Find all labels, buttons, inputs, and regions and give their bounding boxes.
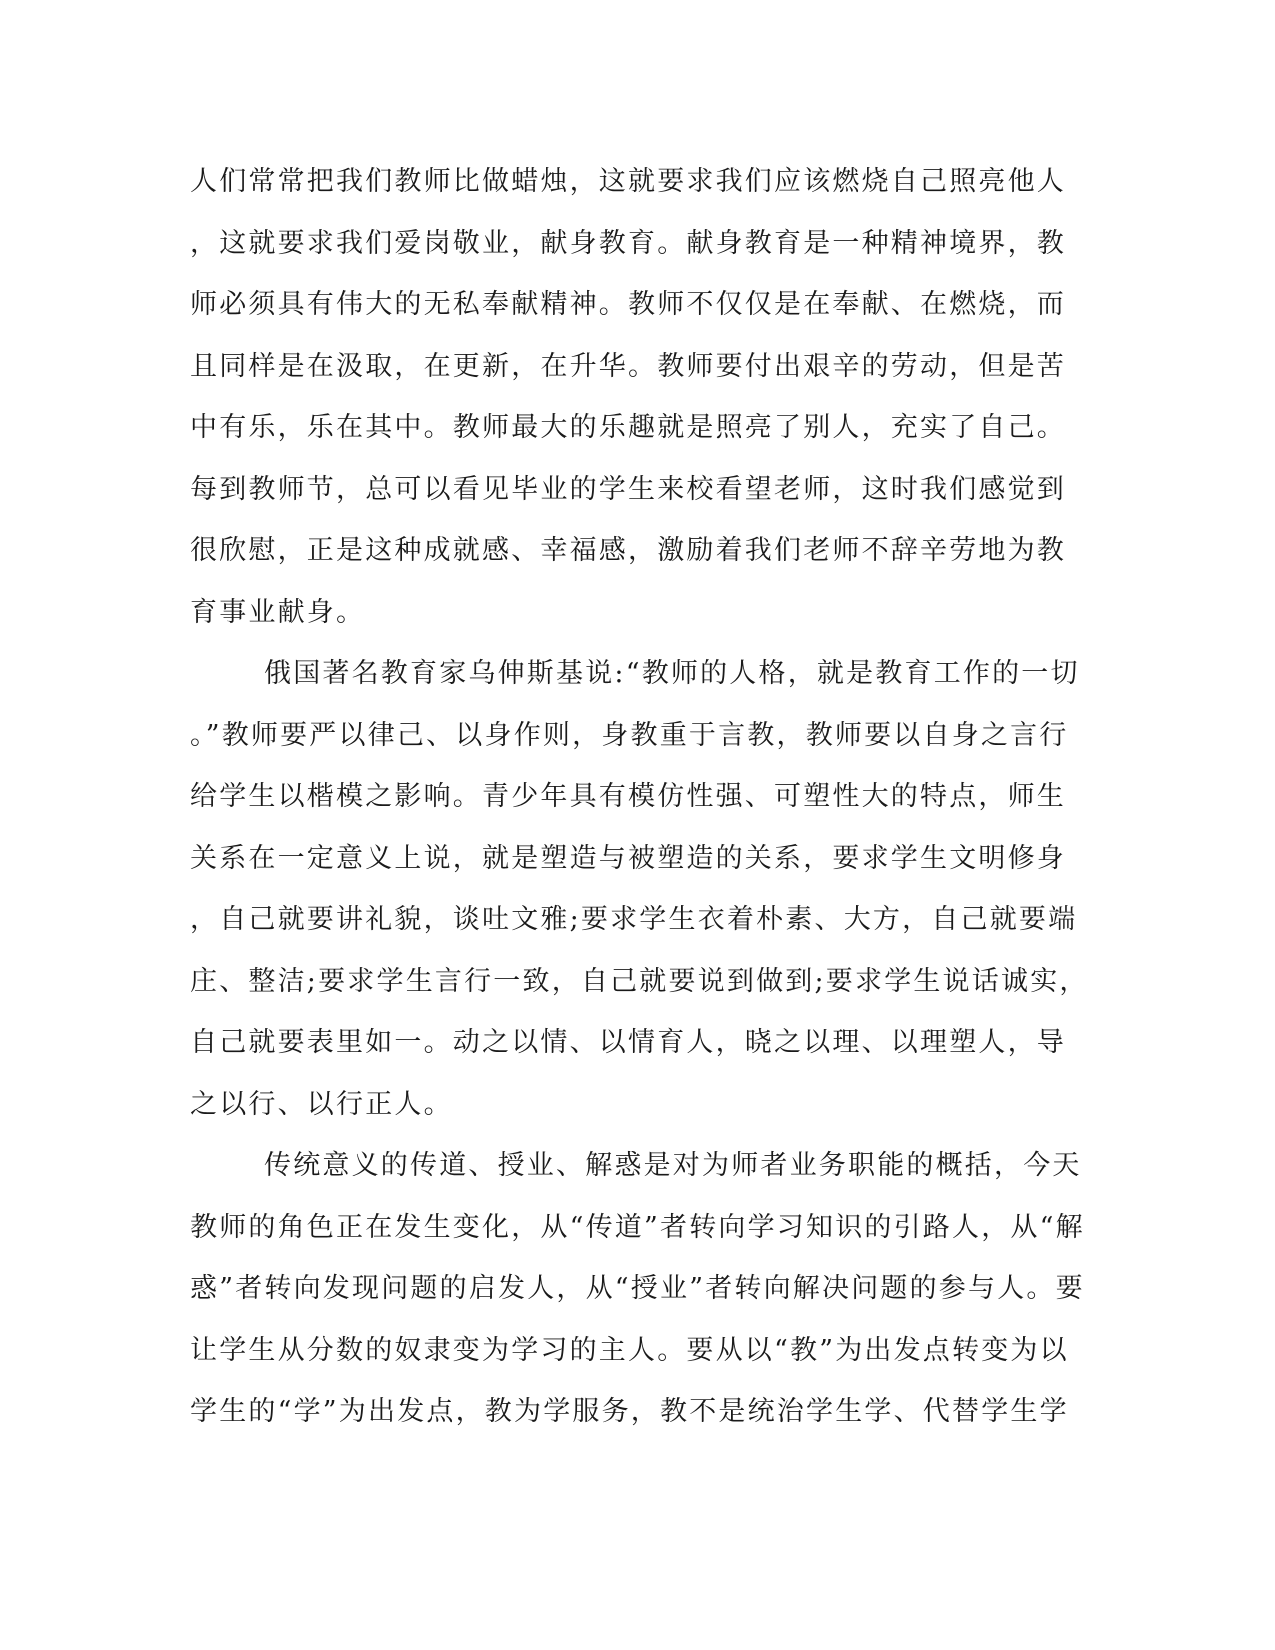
text-line: 中有乐，乐在其中。教师最大的乐趣就是照亮了别人，充实了自己。 xyxy=(190,412,1066,443)
text-line: 给学生以楷模之影响。青少年具有模仿性强、可塑性大的特点，师生 xyxy=(190,781,1066,812)
document-body xyxy=(190,162,1090,1454)
text-line: 自己就要表里如一。动之以情、以情育人，晓之以理、以理塑人，导 xyxy=(190,1027,1066,1058)
text-line: ，自己就要讲礼貌，谈吐文雅;要求学生衣着朴素、大方，自己就要端 xyxy=(190,904,1078,935)
text-line: 师必须具有伟大的无私奉献精神。教师不仅仅是在奉献、在燃烧，而 xyxy=(190,289,1066,320)
text-line: 惑”者转向发现问题的启发人，从“授业”者转向解决问题的参与人。要 xyxy=(190,1273,1085,1304)
text-line: 让学生从分数的奴隶变为学习的主人。要从以“教”为出发点转变为以 xyxy=(190,1334,1069,1366)
text-line: 且同样是在汲取，在更新，在升华。教师要付出艰辛的劳动，但是苦 xyxy=(190,350,1066,382)
text-line: 庄、整洁;要求学生言行一致，自己就要说到做到;要求学生说话诚实， xyxy=(190,965,1089,997)
text-line: 之以行、以行正人。 xyxy=(190,1088,453,1120)
paragraph-first-line: 传统意义的传道、授业、解惑是对为师者业务职能的概括，今天 xyxy=(264,1150,1082,1181)
paragraph-first-line: 俄国著名教育家乌伸斯基说:“教师的人格，就是教育工作的一切 xyxy=(264,658,1080,689)
text-line: 学生的“学”为出发点，教为学服务，教不是统治学生学、代替学生学 xyxy=(190,1396,1069,1427)
text-line: 育事业献身。 xyxy=(190,596,366,628)
text-line: 。”教师要严以律己、以身作则，身教重于言教，教师要以自身之言行 xyxy=(190,719,1069,751)
text-line: ，这就要求我们爱岗敬业，献身教育。献身教育是一种精神境界，教 xyxy=(190,227,1066,259)
text-line: 每到教师节，总可以看见毕业的学生来校看望老师，这时我们感觉到 xyxy=(190,473,1066,505)
text-line: 人们常常把我们教师比做蜡烛，这就要求我们应该燃烧自己照亮他人 xyxy=(190,166,1066,197)
text-line: 关系在一定意义上说，就是塑造与被塑造的关系，要求学生文明修身 xyxy=(190,842,1066,874)
text-line: 教师的角色正在发生变化，从“传道”者转向学习知识的引路人，从“解 xyxy=(190,1211,1085,1243)
text-line: 很欣慰，正是这种成就感、幸福感，激励着我们老师不辞辛劳地为教 xyxy=(190,535,1066,566)
